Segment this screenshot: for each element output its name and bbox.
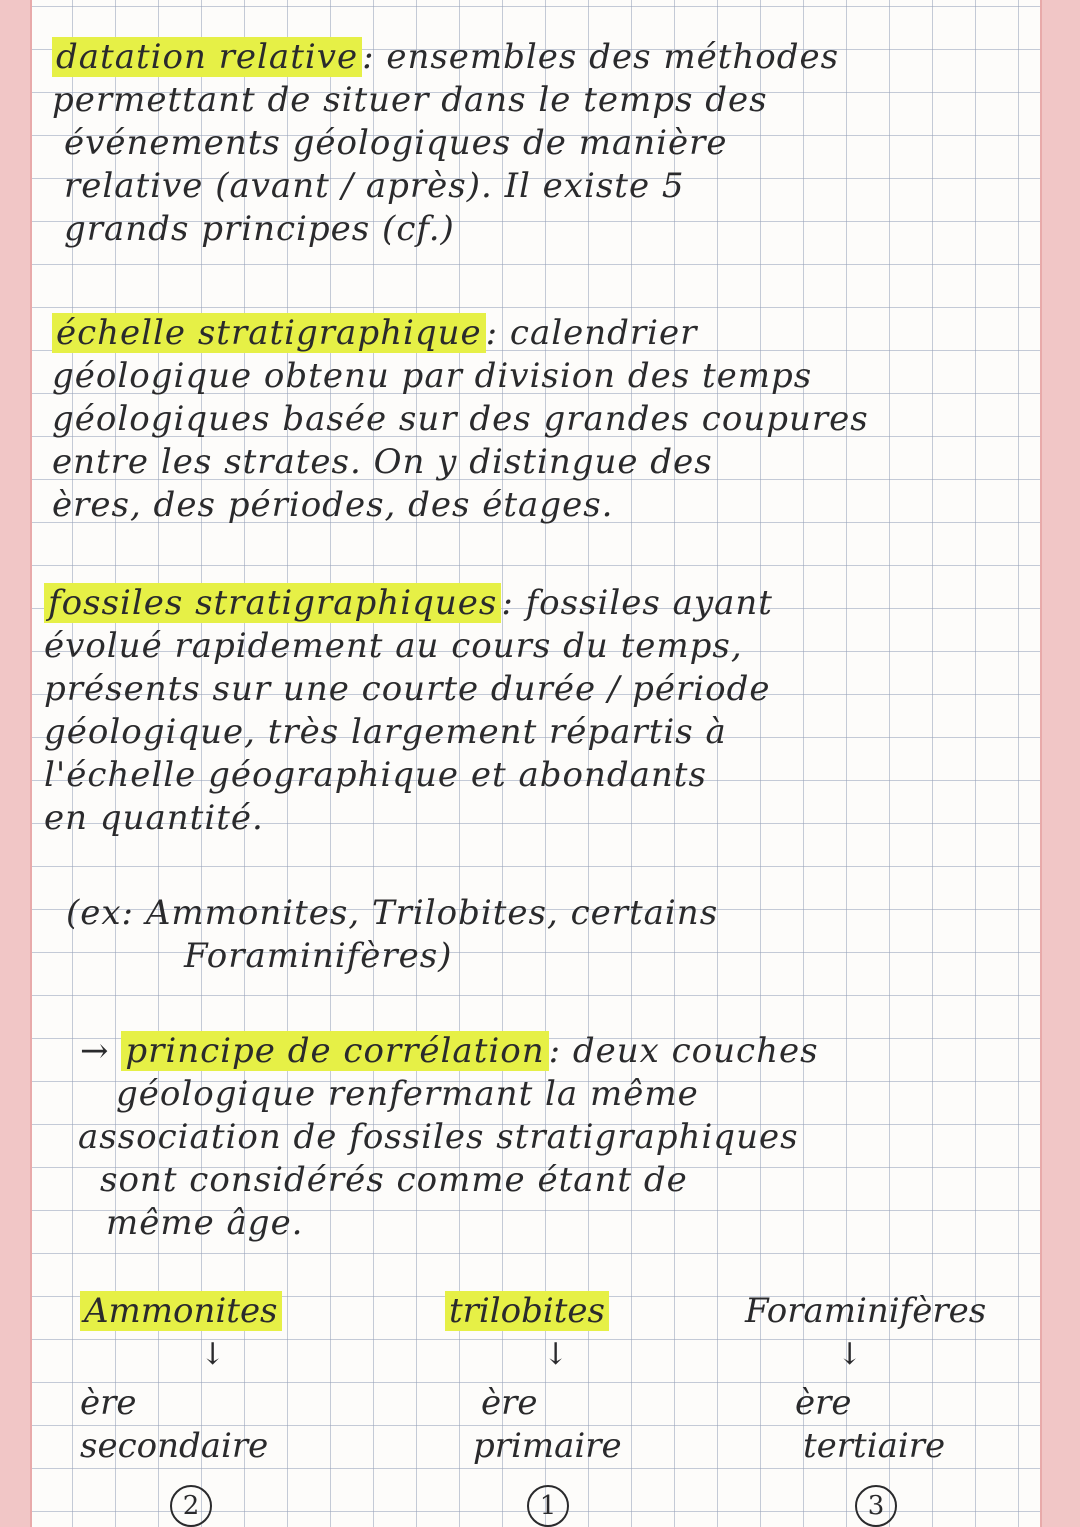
- definition-echelle-stratigraphique: échelle stratigraphique : calendrier géologique obtenu par division des temps géologiques basée sur des grandes coupures entre les strates. On y distingue des ères, des périodes, des étages.: [52, 313, 869, 525]
- fossil-examples: (ex: Ammonites, Trilobites, certains Foraminifères): [66, 893, 719, 976]
- arrow-down-icon: ↓: [200, 1337, 226, 1372]
- definition-datation-relative: datation relative : ensembles des méthodes permettant de situer dans le temps des événements géologiques de manière relative (avant / après). Il existe 5 grands principes (cf.): [52, 37, 840, 249]
- definition-fossiles-stratigraphiques: fossiles stratigraphiques : fossiles ayant évolué rapidement au cours du temps, présents sur une courte durée / période géologique, très largement répartis à l'échelle géographique et abondants en quantité.: [44, 583, 773, 838]
- arrow-down-icon: ↓: [837, 1337, 863, 1372]
- fossil-column-ammonites: Ammonites ↓ ère secondaire 2: [80, 1290, 282, 1527]
- fossil-column-foraminiferes: Foraminifères ↓ ère tertiaire 3: [745, 1290, 986, 1527]
- arrow-down-icon: ↓: [543, 1337, 569, 1372]
- term-highlight: fossiles stratigraphiques: [44, 583, 501, 623]
- right-margin: [1040, 0, 1080, 1527]
- order-badge: 1: [527, 1485, 569, 1527]
- order-badge: 3: [855, 1485, 897, 1527]
- left-margin: [0, 0, 32, 1527]
- order-badge: 2: [170, 1485, 212, 1527]
- term-highlight: principe de corrélation: [121, 1031, 548, 1071]
- arrow-right-icon: →: [80, 1031, 110, 1071]
- principle-correlation: → principe de corrélation : deux couches géologique renfermant la même association de fossiles stratigraphiques sont considérés comme étant de même âge.: [78, 1031, 819, 1243]
- term-highlight: datation relative: [52, 37, 362, 77]
- term-highlight: échelle stratigraphique: [52, 313, 486, 353]
- fossil-column-trilobites: trilobites ↓ ère primaire 1: [445, 1290, 622, 1527]
